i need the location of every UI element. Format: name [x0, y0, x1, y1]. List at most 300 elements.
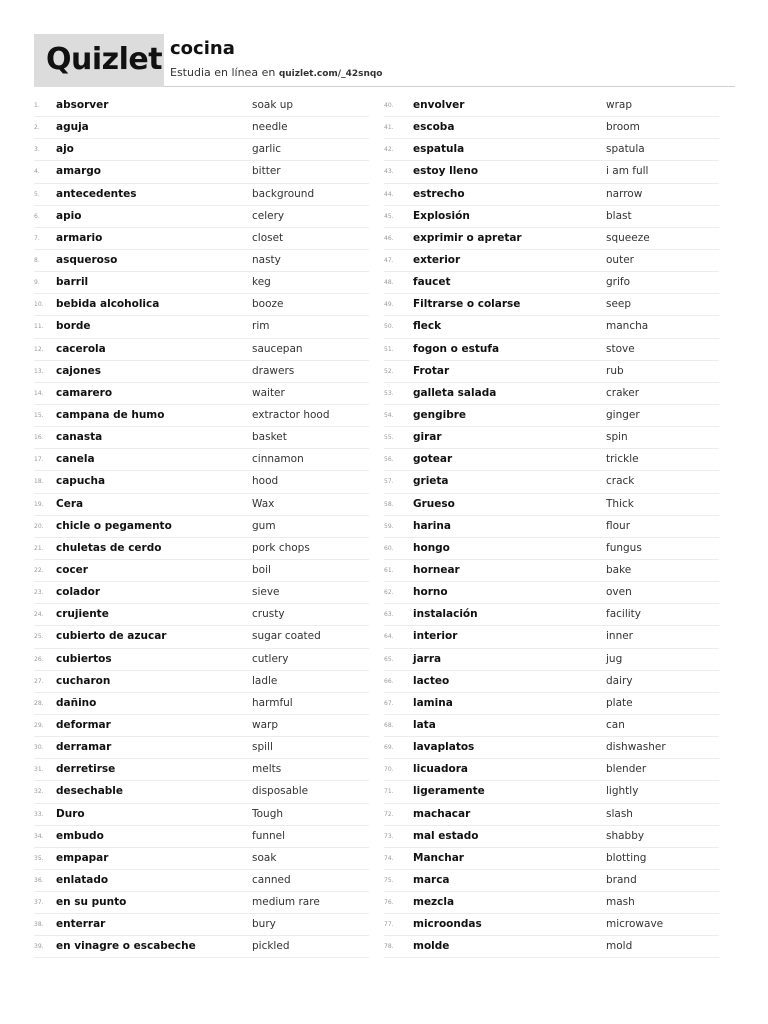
list-item — [34, 693, 369, 715]
definition-text: craker — [606, 386, 640, 399]
item-number: 54. — [384, 411, 394, 419]
definition-text: can — [606, 718, 625, 731]
definition-text: broom — [606, 121, 640, 134]
list-item — [34, 161, 369, 183]
definition-text: bake — [606, 563, 632, 576]
list-item — [34, 516, 369, 538]
definition-text: microwave — [606, 918, 664, 931]
term-text: marca — [413, 873, 450, 886]
item-number: 58. — [384, 500, 394, 508]
list-item — [34, 95, 369, 117]
list-item — [384, 870, 719, 892]
list-item — [34, 560, 369, 582]
term-text: ajo — [56, 143, 74, 156]
definition-text: celery — [252, 209, 285, 222]
item-number: 16. — [34, 434, 44, 442]
term-text: ligeramente — [413, 785, 485, 798]
item-number: 38. — [34, 921, 44, 929]
term-text: lamina — [413, 696, 453, 709]
definition-text: grifo — [606, 276, 631, 289]
definition-text: needle — [252, 121, 288, 134]
item-number: 45. — [384, 212, 394, 220]
item-number: 33. — [34, 810, 44, 818]
definition-text: jug — [606, 652, 623, 665]
term-text: en vinagre o escabeche — [56, 940, 196, 953]
definition-text: wrap — [606, 99, 633, 111]
definition-text: Wax — [252, 497, 275, 510]
definition-text: closet — [252, 231, 284, 244]
item-number: 56. — [384, 456, 394, 464]
set-subtitle — [170, 66, 383, 79]
term-text: chicle o pegamento — [56, 519, 172, 532]
term-text: borde — [56, 320, 91, 333]
term-text: jarra — [413, 652, 442, 665]
term-text: gengibre — [413, 408, 467, 421]
definition-text: crusty — [252, 608, 285, 621]
term-text: cubiertos — [56, 652, 112, 665]
list-item — [34, 206, 369, 228]
definition-text: medium rare — [252, 896, 320, 909]
item-number: 76. — [384, 899, 394, 907]
item-number: 4. — [34, 168, 40, 176]
definition-text: hood — [252, 475, 279, 488]
term-text: Frotar — [413, 364, 450, 377]
definition-text: squeeze — [606, 231, 650, 244]
list-item — [384, 494, 719, 516]
definition-text: nasty — [252, 253, 281, 266]
item-number: 18. — [34, 478, 44, 486]
definition-text: mancha — [606, 320, 649, 333]
item-number: 17. — [34, 456, 44, 464]
list-item — [34, 804, 369, 826]
term-text: absorver — [56, 99, 109, 111]
list-item — [384, 737, 719, 759]
item-number: 60. — [384, 544, 394, 552]
definition-text: waiter — [252, 386, 285, 399]
item-number: 48. — [384, 279, 394, 287]
item-number: 67. — [384, 699, 394, 707]
item-number: 62. — [384, 589, 394, 597]
list-item — [384, 892, 719, 914]
definition-text: pork chops — [252, 541, 310, 554]
list-item — [34, 316, 369, 338]
term-text: canasta — [56, 431, 103, 444]
item-number: 11. — [34, 323, 44, 331]
term-text: dañino — [56, 696, 97, 709]
item-number: 9. — [34, 279, 40, 287]
definition-text: stove — [606, 342, 635, 355]
list-item — [34, 405, 369, 427]
definition-text: oven — [606, 586, 632, 599]
term-text: gotear — [413, 453, 453, 466]
list-item — [384, 117, 719, 139]
item-number: 73. — [384, 832, 394, 840]
list-item — [34, 361, 369, 383]
set-title: cocina — [170, 38, 235, 59]
item-number: 24. — [34, 611, 44, 619]
definition-text: blotting — [606, 851, 647, 864]
definition-text: pickled — [252, 940, 290, 953]
list-item — [34, 604, 369, 626]
term-text: enterrar — [56, 918, 106, 931]
list-item — [34, 339, 369, 361]
definition-text: boil — [252, 563, 271, 576]
definition-text: crack — [606, 475, 635, 488]
definition-text: lightly — [606, 785, 639, 798]
item-number: 28. — [34, 699, 44, 707]
item-number: 40. — [384, 102, 394, 109]
list-item — [384, 936, 719, 958]
item-number: 13. — [34, 367, 44, 375]
definition-text: dairy — [606, 674, 633, 687]
term-text: grieta — [413, 475, 449, 488]
definition-text: brand — [606, 873, 637, 886]
definition-text: sugar coated — [252, 630, 321, 643]
list-item — [384, 759, 719, 781]
item-number: 25. — [34, 633, 44, 641]
item-number: 61. — [384, 566, 394, 574]
item-number: 68. — [384, 721, 394, 729]
item-number: 20. — [34, 522, 44, 530]
definition-text: soak up — [252, 99, 294, 111]
definition-text: saucepan — [252, 342, 303, 355]
item-number: 3. — [34, 146, 40, 154]
logo-text: Quizlet — [46, 42, 163, 77]
list-item — [34, 272, 369, 294]
item-number: 78. — [384, 943, 394, 951]
list-item — [34, 250, 369, 272]
list-item — [384, 826, 719, 848]
item-number: 23. — [34, 589, 44, 597]
item-number: 74. — [384, 854, 394, 862]
list-item — [384, 383, 719, 405]
item-number: 47. — [384, 256, 394, 264]
list-item — [34, 649, 369, 671]
term-text: camarero — [56, 386, 113, 399]
list-item — [384, 781, 719, 803]
list-item — [384, 294, 719, 316]
list-item — [384, 139, 719, 161]
definition-text: harmful — [252, 696, 293, 709]
list-item — [34, 781, 369, 803]
term-text: barril — [56, 276, 89, 289]
list-item — [384, 560, 719, 582]
term-list-left — [34, 95, 369, 958]
definition-text: spill — [252, 741, 273, 754]
term-text: fleck — [413, 320, 442, 333]
item-number: 39. — [34, 943, 44, 951]
term-text: microondas — [413, 918, 482, 931]
definition-text: basket — [252, 431, 287, 444]
item-number: 21. — [34, 544, 44, 552]
term-text: cucharon — [56, 674, 111, 687]
term-text: armario — [56, 231, 103, 244]
item-number: 12. — [34, 345, 44, 353]
list-item — [384, 161, 719, 183]
item-number: 49. — [384, 301, 394, 309]
item-number: 35. — [34, 854, 44, 862]
definition-text: extractor hood — [252, 408, 330, 421]
definition-text: booze — [252, 298, 284, 311]
definition-text: disposable — [252, 785, 309, 798]
item-number: 72. — [384, 810, 394, 818]
item-number: 42. — [384, 146, 394, 154]
definition-text: gum — [252, 519, 276, 532]
item-number: 50. — [384, 323, 394, 331]
list-item — [384, 361, 719, 383]
definition-text: sieve — [252, 586, 280, 599]
definition-text: bury — [252, 918, 276, 931]
item-number: 10. — [34, 301, 44, 309]
list-item — [34, 117, 369, 139]
definition-text: blast — [606, 209, 632, 222]
term-text: licuadora — [413, 763, 468, 776]
list-item — [34, 936, 369, 958]
definition-text: soak — [252, 851, 277, 864]
definition-text: slash — [606, 807, 633, 820]
item-number: 51. — [384, 345, 394, 353]
definition-text: shabby — [606, 829, 645, 842]
item-number: 59. — [384, 522, 394, 530]
term-text: Duro — [56, 807, 85, 820]
term-text: antecedentes — [56, 187, 137, 200]
item-number: 32. — [34, 788, 44, 796]
list-item — [384, 848, 719, 870]
definition-text: rim — [252, 320, 270, 333]
term-text: crujiente — [56, 608, 109, 621]
term-text: exterior — [413, 253, 461, 266]
list-item — [34, 848, 369, 870]
definition-text: warp — [252, 718, 279, 731]
list-item — [384, 95, 719, 117]
definition-text: drawers — [252, 364, 295, 377]
list-item — [384, 449, 719, 471]
term-text: cacerola — [56, 342, 106, 355]
term-text: Grueso — [413, 497, 455, 510]
list-item — [384, 184, 719, 206]
term-text: desechable — [56, 785, 124, 798]
definition-text: garlic — [252, 143, 282, 156]
list-item — [384, 671, 719, 693]
term-text: horno — [413, 586, 448, 599]
item-number: 5. — [34, 190, 40, 198]
list-item — [34, 494, 369, 516]
term-text: apio — [56, 209, 82, 222]
list-item — [384, 206, 719, 228]
definition-text: narrow — [606, 187, 643, 200]
set-url: quizlet.com/_42snqo — [278, 69, 383, 79]
item-number: 7. — [34, 234, 40, 242]
term-text: enlatado — [56, 873, 109, 886]
list-item — [384, 715, 719, 737]
definition-text: blender — [606, 763, 647, 776]
item-number: 30. — [34, 744, 44, 752]
definition-text: funnel — [252, 829, 286, 842]
term-text: embudo — [56, 829, 104, 842]
quizlet-logo — [34, 34, 164, 87]
term-text: aguja — [56, 121, 89, 134]
list-item — [34, 139, 369, 161]
item-number: 2. — [34, 124, 40, 132]
definition-text: background — [252, 187, 315, 200]
definition-text: outer — [606, 253, 634, 266]
list-item — [384, 538, 719, 560]
item-number: 31. — [34, 766, 44, 774]
item-number: 26. — [34, 655, 44, 663]
item-number: 63. — [384, 611, 394, 619]
term-text: machacar — [413, 807, 471, 820]
term-text: instalación — [413, 608, 478, 621]
list-item — [34, 671, 369, 693]
definition-text: rub — [606, 364, 624, 377]
definition-text: spatula — [606, 143, 645, 156]
list-item — [384, 339, 719, 361]
term-text: girar — [413, 431, 442, 444]
definition-text: ladle — [252, 674, 278, 687]
item-number: 64. — [384, 633, 394, 641]
term-text: colador — [56, 586, 101, 599]
term-text: canela — [56, 453, 95, 466]
list-item — [384, 649, 719, 671]
list-item — [384, 604, 719, 626]
item-number: 22. — [34, 566, 44, 574]
definition-text: spin — [606, 431, 628, 444]
term-text: Manchar — [413, 851, 464, 864]
term-text: campana de humo — [56, 408, 165, 421]
item-number: 53. — [384, 389, 394, 397]
term-text: cubierto de azucar — [56, 630, 167, 643]
term-text: mezcla — [413, 896, 455, 909]
definition-text: bitter — [252, 165, 281, 178]
subtitle-prefix: Estudia en línea en — [170, 66, 276, 79]
item-number: 69. — [384, 744, 394, 752]
term-text: Explosión — [413, 209, 470, 222]
item-number: 71. — [384, 788, 394, 796]
item-number: 55. — [384, 434, 394, 442]
item-number: 34. — [34, 832, 44, 840]
list-item — [34, 759, 369, 781]
term-text: amargo — [56, 165, 102, 178]
list-item — [34, 294, 369, 316]
definition-text: flour — [606, 519, 631, 532]
definition-text: seep — [606, 298, 632, 311]
list-item — [384, 316, 719, 338]
term-text: deformar — [56, 718, 111, 731]
header-divider — [164, 86, 735, 87]
list-item — [384, 914, 719, 936]
definition-text: ginger — [606, 408, 640, 421]
term-text: derramar — [56, 741, 112, 754]
term-text: Filtrarse o colarse — [413, 298, 521, 311]
list-item — [34, 228, 369, 250]
term-text: estrecho — [413, 187, 465, 200]
definition-text: facility — [606, 608, 641, 621]
term-text: exprimir o apretar — [413, 231, 522, 244]
term-list-right — [384, 95, 719, 958]
item-number: 19. — [34, 500, 44, 508]
term-text: interior — [413, 630, 458, 643]
list-item — [34, 826, 369, 848]
item-number: 14. — [34, 389, 44, 397]
term-text: mal estado — [413, 829, 479, 842]
definition-text: trickle — [606, 453, 639, 466]
term-text: Cera — [56, 497, 84, 510]
list-item — [34, 626, 369, 648]
list-item — [34, 471, 369, 493]
item-number: 52. — [384, 367, 394, 375]
term-text: espatula — [413, 143, 465, 156]
item-number: 43. — [384, 168, 394, 176]
item-number: 1. — [34, 102, 40, 109]
item-number: 6. — [34, 212, 40, 220]
item-number: 66. — [384, 677, 394, 685]
definition-text: canned — [252, 873, 291, 886]
definition-text: Tough — [252, 807, 284, 820]
item-number: 70. — [384, 766, 394, 774]
item-number: 46. — [384, 234, 394, 242]
term-text: empapar — [56, 851, 109, 864]
term-text: chuletas de cerdo — [56, 541, 162, 554]
term-text: hornear — [413, 563, 460, 576]
list-item — [384, 228, 719, 250]
item-number: 37. — [34, 899, 44, 907]
definition-text: cutlery — [252, 652, 289, 665]
definition-text: dishwasher — [606, 741, 666, 754]
list-item — [384, 582, 719, 604]
term-text: harina — [413, 519, 451, 532]
term-text: estoy lleno — [413, 165, 479, 178]
item-number: 77. — [384, 921, 394, 929]
item-number: 36. — [34, 876, 44, 884]
term-text: asqueroso — [56, 253, 118, 266]
list-item — [34, 538, 369, 560]
term-text: molde — [413, 940, 450, 953]
definition-text: Thick — [606, 497, 634, 510]
item-number: 27. — [34, 677, 44, 685]
definition-text: inner — [606, 630, 634, 643]
list-item — [34, 184, 369, 206]
item-number: 65. — [384, 655, 394, 663]
list-item — [34, 737, 369, 759]
item-number: 44. — [384, 190, 394, 198]
term-text: derretirse — [56, 763, 116, 776]
list-item — [384, 516, 719, 538]
term-text: cajones — [56, 364, 101, 377]
definition-text: fungus — [606, 541, 642, 554]
item-number: 41. — [384, 124, 394, 132]
list-item — [34, 427, 369, 449]
list-item — [34, 914, 369, 936]
term-text: fogon o estufa — [413, 342, 500, 355]
list-item — [384, 471, 719, 493]
term-text: galleta salada — [413, 386, 497, 399]
item-number: 57. — [384, 478, 394, 486]
term-text: hongo — [413, 541, 450, 554]
definition-text: keg — [252, 276, 271, 289]
list-item — [34, 892, 369, 914]
definition-text: cinnamon — [252, 453, 304, 466]
list-item — [34, 449, 369, 471]
term-text: lata — [413, 718, 436, 731]
term-text: faucet — [413, 276, 451, 289]
term-text: cocer — [56, 563, 88, 576]
list-item — [384, 250, 719, 272]
term-text: bebida alcoholica — [56, 298, 160, 311]
term-text: lavaplatos — [413, 741, 475, 754]
list-item — [384, 405, 719, 427]
item-number: 15. — [34, 411, 44, 419]
item-number: 75. — [384, 876, 394, 884]
